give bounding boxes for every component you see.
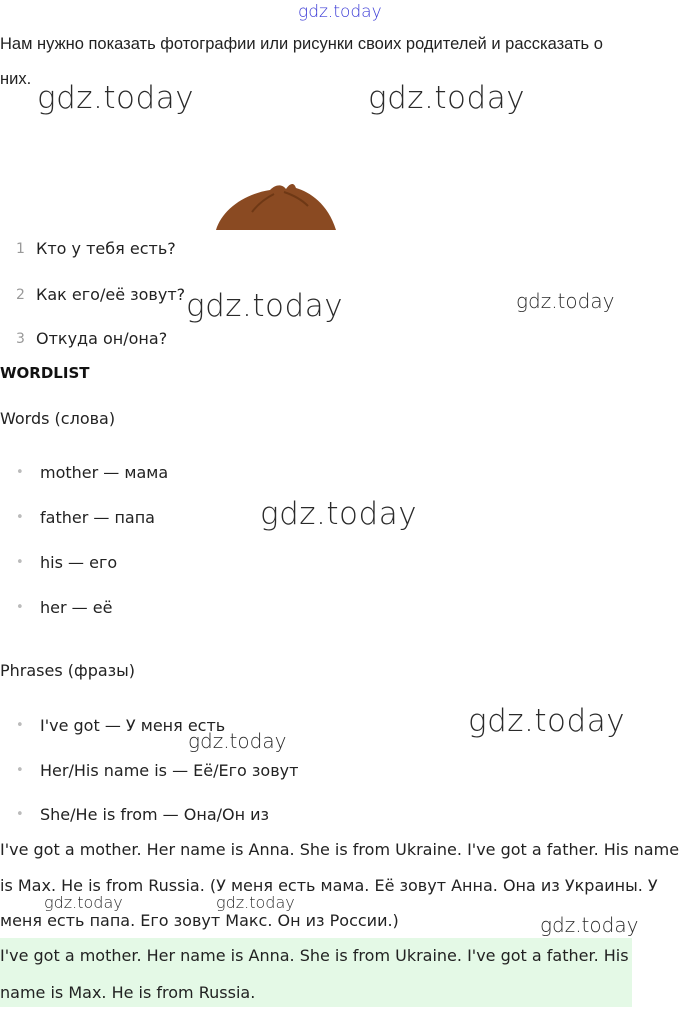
phrases-title: Phrases (фразы) bbox=[0, 661, 136, 680]
word-item: his — его bbox=[40, 553, 118, 572]
answer-line-1: I've got a mother. Her name is Anna. She is from Ukraine. I've got a father. His name bbox=[0, 840, 680, 859]
bullet-icon: • bbox=[16, 718, 24, 733]
watermark: gdz.today bbox=[540, 913, 639, 937]
watermark: gdz.today bbox=[37, 80, 195, 116]
intro-line-1: Нам нужно показать фотографии или рисунки своих родителей и рассказать о bbox=[0, 35, 603, 53]
word-item: father — папа bbox=[40, 508, 155, 527]
question-text: Как его/её зовут? bbox=[36, 285, 186, 304]
watermark: gdz.today bbox=[298, 2, 382, 22]
question-text: Кто у тебя есть? bbox=[36, 239, 176, 258]
list-number: 2 bbox=[16, 287, 25, 303]
watermark: gdz.today bbox=[260, 496, 418, 532]
answer-line-3: меня есть папа. Его зовут Макс. Он из России.) bbox=[0, 911, 399, 930]
bullet-icon: • bbox=[16, 555, 24, 570]
intro-line-2: них. bbox=[0, 70, 32, 88]
watermark: gdz.today bbox=[186, 288, 344, 324]
highlighted-answer-line-1: I've got a mother. Her name is Anna. She is from Ukraine. I've got a father. His bbox=[0, 946, 629, 965]
bullet-icon: • bbox=[16, 763, 24, 778]
highlighted-answer-line-2: name is Max. He is from Russia. bbox=[0, 983, 256, 1002]
word-item: her — её bbox=[40, 598, 113, 617]
bullet-icon: • bbox=[16, 807, 24, 822]
phrase-item: Her/His name is — Её/Его зовут bbox=[40, 761, 299, 780]
list-number: 1 bbox=[16, 241, 25, 257]
hair-illustration bbox=[214, 180, 338, 232]
phrase-item: She/He is from — Она/Он из bbox=[40, 805, 270, 824]
watermark: gdz.today bbox=[368, 80, 526, 116]
word-item: mother — мама bbox=[40, 463, 169, 482]
answer-line-2: is Max. He is from Russia. (У меня есть мама. Её зовут Анна. Она из Украины. У bbox=[0, 876, 658, 895]
bullet-icon: • bbox=[16, 510, 24, 525]
phrase-item: I've got — У меня есть bbox=[40, 716, 226, 735]
list-number: 3 bbox=[16, 331, 25, 347]
watermark: gdz.today bbox=[516, 289, 615, 313]
question-text: Откуда он/она? bbox=[36, 329, 168, 348]
words-title: Words (слова) bbox=[0, 409, 116, 428]
bullet-icon: • bbox=[16, 465, 24, 480]
watermark: gdz.today bbox=[44, 893, 123, 912]
watermark: gdz.today bbox=[216, 893, 295, 912]
watermark: gdz.today bbox=[188, 729, 287, 753]
wordlist-heading: WORDLIST bbox=[0, 364, 90, 382]
watermark: gdz.today bbox=[468, 703, 626, 739]
bullet-icon: • bbox=[16, 600, 24, 615]
